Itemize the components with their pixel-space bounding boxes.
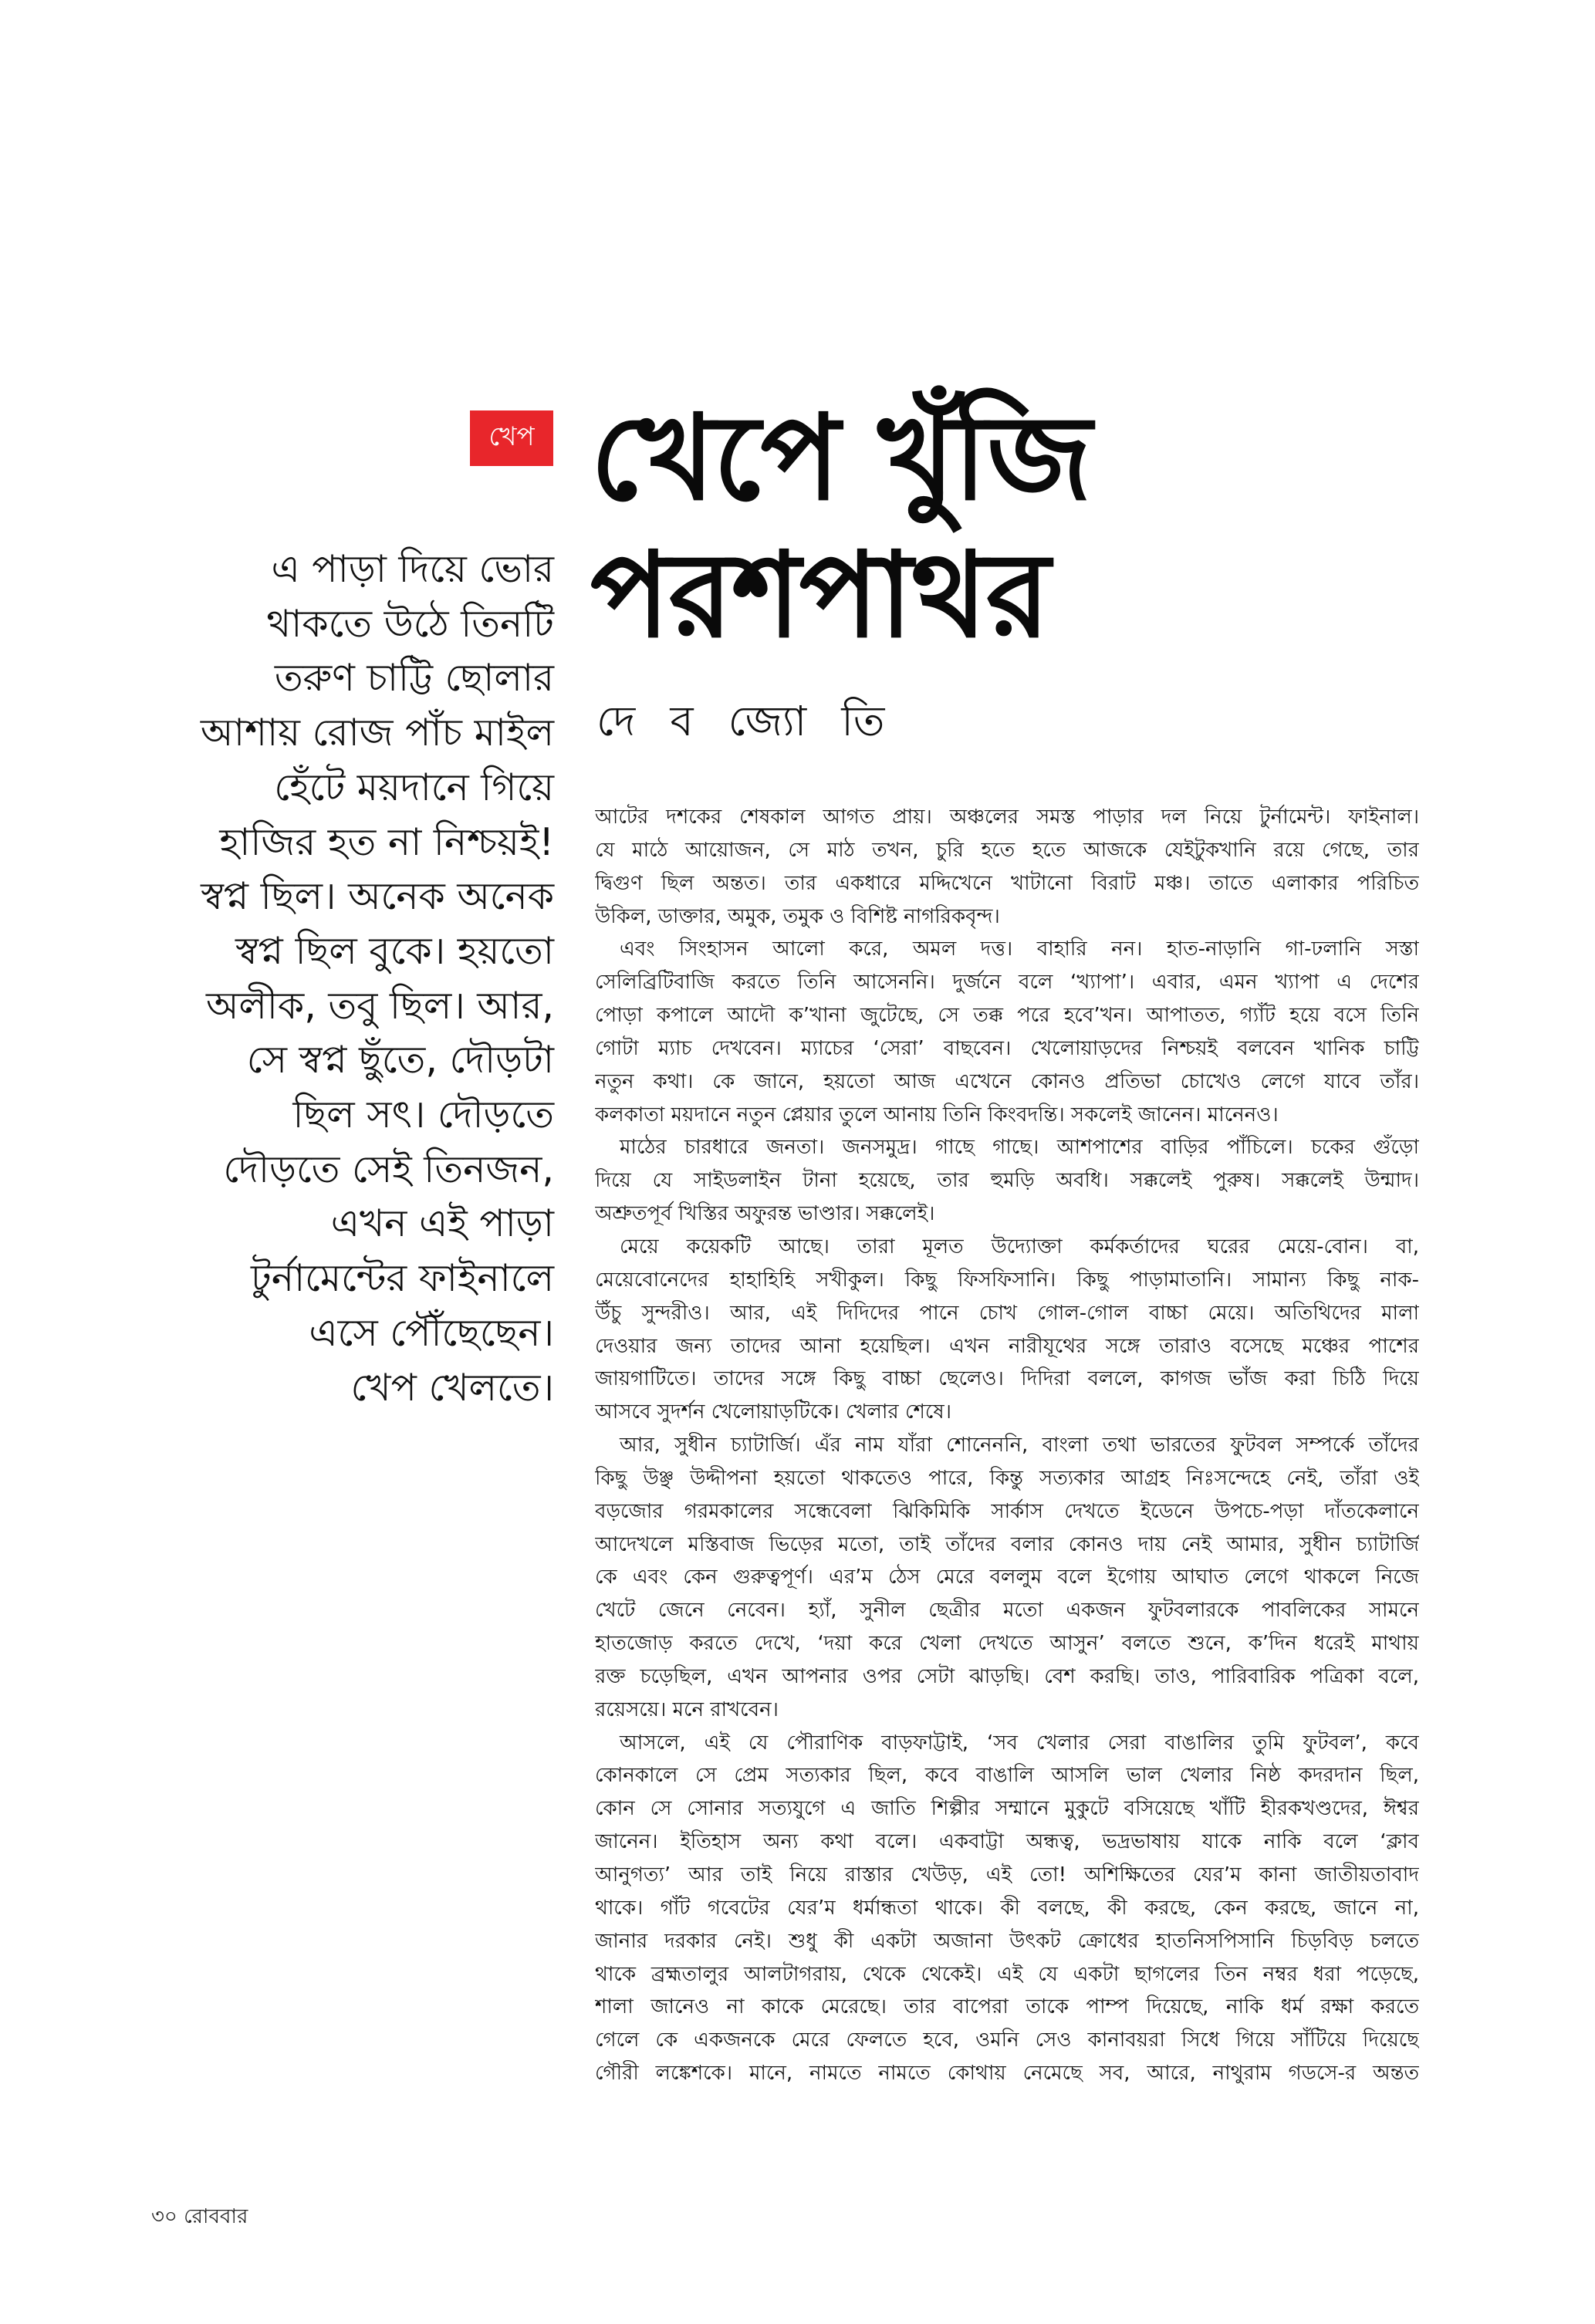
- body-line: মেয়েবোনেদের হাহাহিহি সখীকুল। কিছু ফিসফিসানি। কিছু পাড়ামাতানি। সামান্য কিছু নাক-: [595, 1268, 1419, 1292]
- body-line: রয়েসয়ে। মনে রাখবেন।: [595, 1697, 779, 1721]
- body-line: আসলে, এই যে পৌরাণিক বাড়ফাট্টাই, ‘সব খেলার সেরা বাঙালির তুমি ফুটবল’, কবে: [620, 1731, 1419, 1755]
- pull-quote-line: হেঁটে ময়দানে গিয়ে: [274, 765, 554, 809]
- body-line: পোড়া কপালে আদৌ ক’খানা জুটেছে, সে তক্ক পরে হবে’খন। আপাতত, গ্যাঁট হয়ে বসে তিনি: [595, 1004, 1419, 1028]
- headline: [590, 390, 1362, 664]
- pull-quote-line: অলীক, তবু ছিল। আর,: [205, 983, 554, 1028]
- body-line: দেওয়ার জন্য তাদের আনা হয়েছিল। এখন নারীযূথের সঙ্গে তারাও বসেছে মঞ্চের পাশের: [595, 1334, 1419, 1358]
- pull-quote-line: সে স্বপ্ন ছুঁতে, দৌড়টা: [246, 1038, 554, 1083]
- body-line: জানার দরকার নেই। শুধু কী একটা অজানা উৎকট ক্রোধের হাতনিসপিসানি চিড়বিড় চলতে: [595, 1929, 1419, 1953]
- body-line: মেয়ে কয়েকটি আছে। তারা মূলত উদ্যোক্তা কর্মকর্তাদের ঘরের মেয়ে-বোন। বা,: [620, 1235, 1419, 1258]
- body-line: যে মাঠে আয়োজন, সে মাঠ তখন, চুরি হতে হতে আজকে যেইটুকখানি রয়ে গেছে, তার: [595, 838, 1419, 862]
- author-byline: দে ব জ্যো তি: [596, 697, 896, 745]
- body-line: আসবে সুদর্শন খেলোয়াড়টিকে। খেলার শেষে।: [595, 1400, 952, 1424]
- body-line: গোটা ম্যাচ দেখবেন। ম্যাচের ‘সেরা’ বাছবেন। খেলোয়াড়দের নিশ্চয়ই বলবেন খানিক চাট্টি: [595, 1036, 1419, 1060]
- body-line: কোনকালে সে প্রেম সত্যকার ছিল, কবে বাঙালি আসলি ভাল খেলার নিষ্ঠ কদরদান ছিল,: [595, 1764, 1419, 1788]
- pull-quote-line: দৌড়তে সেই তিনজন,: [223, 1147, 554, 1191]
- body-line: নতুন কথা। কে জানে, হয়তো আজ এখেনে কোনও প্রতিভা চোখেও লেগে যাবে তাঁর।: [595, 1069, 1419, 1093]
- pull-quote-line: ছিল সৎ। দৌড়তে: [292, 1093, 554, 1137]
- body-line: সেলিব্রিটিবাজি করতে তিনি আসেননি। দুর্জনে বলে ‘খ্যাপা’। এবার, এমন খ্যাপা এ দেশের: [595, 971, 1419, 995]
- pull-quote-line: হাজির হত না নিশ্চয়ই!: [219, 819, 554, 864]
- pull-quote-line: এসে পৌঁছেছেন।: [309, 1310, 554, 1355]
- pull-quote-line: তরুণ চাট্টি ছোলার: [274, 656, 554, 701]
- body-line: বড়জোর গরমকালের সন্ধেবেলা ঝিকিমিকি সার্কাস দেখতে ইডেনে উপচে-পড়া দাঁতকেলানে: [595, 1499, 1419, 1523]
- body-line: থাকে ব্রহ্মতালুর আলটাগরায়, থেকে থেকেই। এই যে একটা ছাগলের তিন নম্বর ধরা পড়েছে,: [595, 1962, 1419, 1986]
- pull-quote-line: স্বপ্ন ছিল বুকে। হয়তো: [235, 928, 554, 973]
- headline-line-1: খেপে খুঁজি: [590, 390, 1090, 526]
- body-line: গেলে কে একজনকে মেরে ফেলতে হবে, ওমনি সেও কানাবয়রা সিধে গিয়ে সাঁটিয়ে দিয়েছে: [595, 2028, 1419, 2052]
- pull-quote-line: থাকতে উঠে তিনটি: [266, 601, 554, 646]
- body-line: দ্বিগুণ ছিল অন্তত। তার একধারে মদ্দিখেনে খাটানো বিরাট মঞ্চ। তাতে এলাকার পরিচিত: [595, 871, 1419, 895]
- body-line: জানেন। ইতিহাস অন্য কথা বলে। একবাট্টা অন্ধত্ব, ভদ্রভাষায় যাকে নাকি বলে ‘ক্লাব: [595, 1830, 1419, 1854]
- pull-quote-line: এখন এই পাড়া: [330, 1201, 554, 1246]
- pull-quote-line: স্বপ্ন ছিল। অনেক অনেক: [201, 874, 554, 919]
- body-line: হাতজোড় করতে দেখে, ‘দয়া করে খেলা দেখতে আসুন’ বলতে শুনে, ক’দিন ধরেই মাথায়: [595, 1632, 1419, 1656]
- body-line: কে এবং কেন গুরুত্বপূর্ণ। এর’ম ঠেস মেরে বললুম বলে ইগোয় আঘাত লেগে থাকলে নিজে: [595, 1566, 1419, 1589]
- body-line: আর, সুধীন চ্যাটার্জি। এঁর নাম যাঁরা শোনেননি, বাংলা তথা ভারতের ফুটবল সম্পর্কে তাঁদের: [620, 1434, 1419, 1458]
- headline-line-2: পরশপাথর: [590, 527, 1049, 664]
- pull-quote-line: এ পাড়া দিয়ে ভোর: [271, 547, 554, 591]
- body-line: জায়গাটিতে। তাদের সঙ্গে কিছু বাচ্চা ছেলেও। দিদিরা বললে, কাগজ ভাঁজ করা চিঠি দিয়ে: [595, 1367, 1419, 1391]
- page-folio: ৩০ রোববার: [151, 2205, 248, 2228]
- body-line: খেটে জেনে নেবেন। হ্যাঁ, সুনীল ছেত্রীর মতো একজন ফুটবলারকে পাবলিকের সামনে: [595, 1599, 1419, 1623]
- body-line: আদেখলে মস্তিবাজ ভিড়ের মতো, তাই তাঁদের বলার কোনও দায় নেই আমার, সুধীন চ্যাটার্জি: [595, 1532, 1419, 1556]
- body-line: আটের দশকের শেষকাল আগত প্রায়। অঞ্চলের সমস্ত পাড়ার দল নিয়ে টুর্নামেন্ট। ফাইনাল।: [595, 806, 1419, 829]
- pull-quote: [77, 542, 554, 1415]
- body-line: গৌরী লঙ্কেশকে। মানে, নামতে নামতে কোথায় নেমেছে সব, আরে, নাথুরাম গডসে-র অন্তত: [595, 2062, 1419, 2086]
- body-line: কিছু উঞ্ছ উদ্দীপনা হয়তো থাকতেও পারে, কিন্তু সত্যকার আগ্রহ নিঃসন্দেহে নেই, তাঁরা ওই: [595, 1466, 1419, 1490]
- body-line: থাকে। গাঁট গবেটের যের’ম ধর্মান্ধতা থাকে। কী বলছে, কী করছে, কেন করছে, জানে না,: [595, 1896, 1419, 1920]
- article-body: [595, 801, 1419, 2090]
- body-line: অশ্রুতপূর্ব খিস্তির অফুরন্ত ভাণ্ডার। সক্কলেই।: [595, 1202, 935, 1226]
- body-line: আনুগত্য’ আর তাই নিয়ে রাস্তার খেউড়, এই তো! অশিক্ষিতের যের’ম কানা জাতীয়তাবাদ: [595, 1863, 1419, 1887]
- pull-quote-line: আশায় রোজ পাঁচ মাইল: [200, 711, 554, 755]
- body-line: রক্ত চড়েছিল, এখন আপনার ওপর সেটা ঝাড়ছি। বেশ করছি। তাও, পারিবারিক পত্রিকা বলে,: [595, 1664, 1419, 1688]
- pull-quote-line: খেপ খেলতে।: [350, 1365, 554, 1410]
- body-line: উঁচু সুন্দরীও। আর, এই দিদিদের পানে চোখ গোল-গোল বাচ্চা মেয়ে। অতিথিদের মালা: [595, 1301, 1419, 1325]
- body-line: দিয়ে যে সাইডলাইন টানা হয়েছে, তার হুমড়ি অবধি। সক্কলেই পুরুষ। সক্কলেই উন্মাদ।: [595, 1169, 1419, 1193]
- pull-quote-line: টুর্নামেন্টের ফাইনালে: [251, 1256, 554, 1301]
- body-line: উকিল, ডাক্তার, অমুক, তমুক ও বিশিষ্ট নাগরিকবৃন্দ।: [595, 904, 1000, 928]
- section-tag: খেপ: [470, 410, 553, 466]
- body-line: মাঠের চারধারে জনতা। জনসমুদ্র। গাছে গাছে। আশপাশের বাড়ির পাঁচিলে। চকের গুঁড়ো: [620, 1136, 1419, 1160]
- body-line: এবং সিংহাসন আলো করে, অমল দত্ত। বাহারি নন। হাত-নাড়ানি গা-ঢলানি সস্তা: [620, 937, 1419, 961]
- body-line: কলকাতা ময়দানে নতুন প্লেয়ার তুলে আনায় তিনি কিংবদন্তি। সকলেই জানেন। মানেনও।: [595, 1103, 1279, 1127]
- body-line: শালা জানেও না কাকে মেরেছে। তার বাপেরা তাকে পাম্প দিয়েছে, নাকি ধর্ম রক্ষা করতে: [595, 1995, 1419, 2019]
- body-line: কোন সে সোনার সত্যযুগে এ জাতি শিল্পীর সম্মানে মুকুটে বসিয়েছে খাঁটি হীরকখণ্ডদের, ঈশ্বর: [595, 1797, 1419, 1821]
